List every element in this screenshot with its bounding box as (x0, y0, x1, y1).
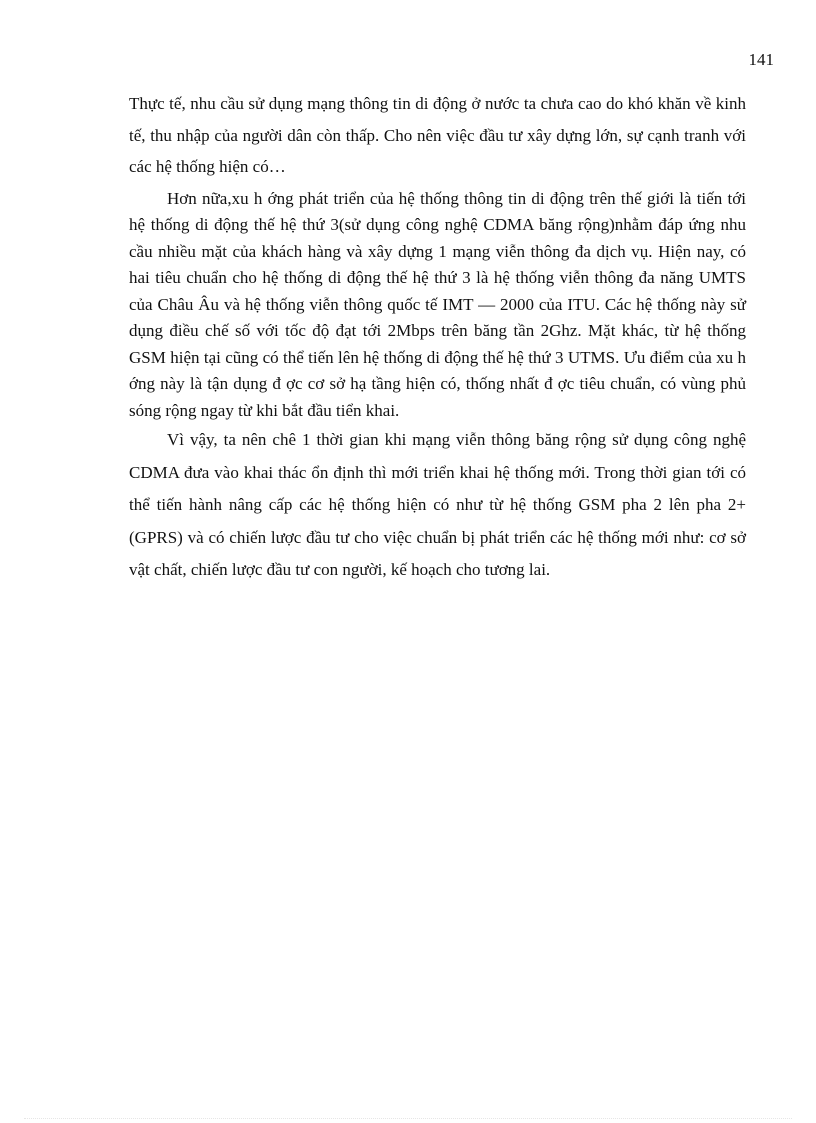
paragraph-2: Hơn nữa,xu h ớng phát triển của hệ thống thông tin di động trên thế giới là tiến tới hệ thống di động thế hệ thứ 3(sử dụng công nghệ CDMA băng rộng)nhằm đáp ứng nhu cầu nhiều mặt của khách hàng và xây dựng 1 mạng viễn thông đa dịch vụ. Hiện nay, có hai tiêu chuẩn cho hệ thống di động thế hệ thứ 3 là hệ thống viễn thông đa năng UMTS của Châu Âu và hệ thống viễn thông quốc tế IMT — 2000 của ITU. Các hệ thống này sử dụng điều chế số với tốc độ đạt tới 2Mbps trên băng tần 2Ghz. Mặt khác, từ hệ thống GSM hiện tại cũng có thể tiến lên hệ thống di động thế hệ thứ 3 UTMS. Ưu điểm của xu h ớng này là tận dụng đ ợc cơ sở hạ tầng hiện có, thống nhất đ ợc tiêu chuẩn, có vùng phủ sóng rộng ngay từ khi bắt đầu tiển khai. (129, 188, 746, 420)
page-bottom-divider (24, 1118, 792, 1119)
paragraph-1: Thực tế, nhu cầu sử dụng mạng thông tin di động ở nước ta chưa cao do khó khăn về kinh tế, thu nhập của người dân còn thấp. Cho nên việc đầu tư xây dựng lớn, sự cạnh tranh với các hệ thống hiện có… (129, 94, 746, 176)
document-body (129, 88, 746, 587)
paragraph-3: Vì vậy, ta nên chê 1 thời gian khi mạng viễn thông băng rộng sử dụng công nghệ CDMA đưa vào khai thác ổn định thì mới triển khai hệ thống mới. Trong thời gian tới có thể tiến hành nâng cấp các hệ thống hiện có như từ hệ thống GSM pha 2 lên pha 2+(GPRS) và có chiến lược đầu tư cho việc chuẩn bị phát triển các hệ thống mới như: cơ sở vật chất, chiến lược đầu tư con người, kế hoạch cho tương lai. (129, 430, 746, 579)
page-number: 141 (748, 50, 774, 69)
